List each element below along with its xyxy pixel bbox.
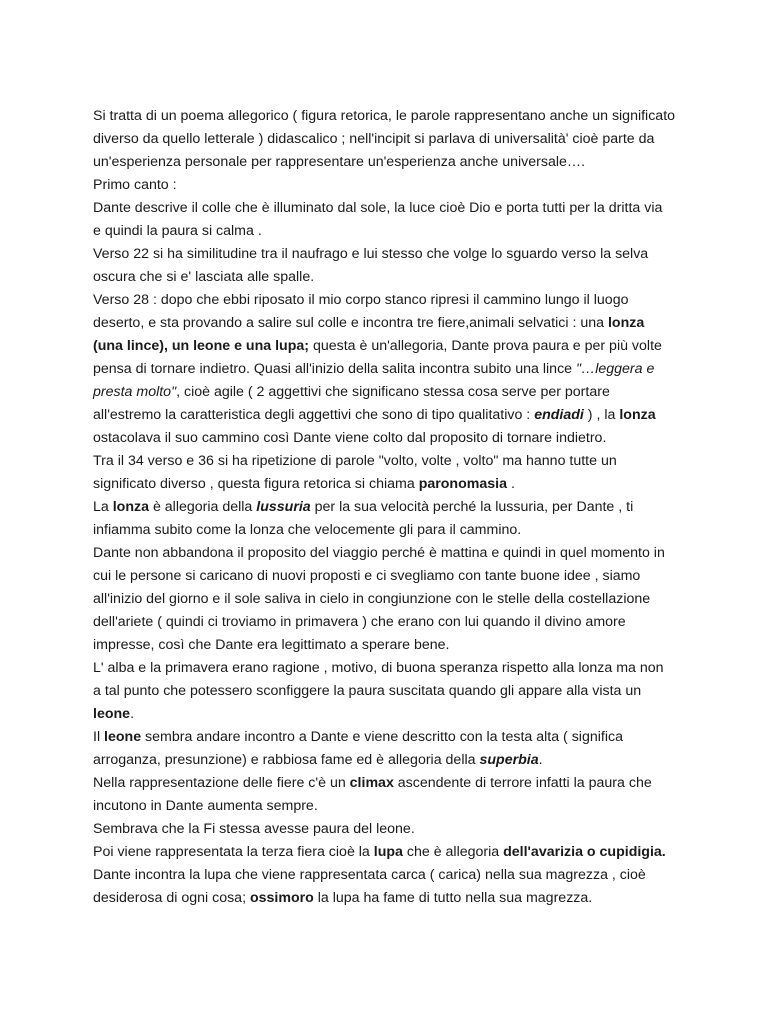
text-line: [93, 611, 683, 634]
text-line: [93, 680, 683, 703]
text-run: diverso da quello letterale ) didascalico ; nell'incipit si parlava di universalità' cioè parte da: [93, 131, 655, 147]
text-run: infiamma subito come la lonza che velocemente gli para il cammino.: [93, 522, 522, 538]
text-line: [93, 864, 683, 887]
text-line: [93, 128, 683, 151]
text-line: [93, 496, 683, 519]
text-line: [93, 703, 683, 726]
text-line: [93, 818, 683, 841]
text-line: [93, 519, 683, 542]
text-line: [93, 726, 683, 749]
document-body: [93, 105, 683, 910]
text-run: Dante non abbandona il proposito del viaggio perché è mattina e quindi in quel momento in: [93, 545, 665, 561]
text-run: all'inizio del giorno e il sole saliva in cielo in congiunzione con le stelle della costellazione: [93, 591, 651, 607]
text-line: [93, 151, 683, 174]
text-line: [93, 450, 683, 473]
text-run: all'estremo la caratteristica degli aggettivi che sono di tipo qualitativo :: [93, 407, 535, 423]
text-run: questa è un'allegoria, Dante prova paura e per più volte: [309, 338, 662, 354]
text-line: [93, 473, 683, 496]
text-run: un'esperienza personale per rappresentare un'esperienza anche universale….: [93, 154, 586, 170]
emphasized-text: (una lince), un leone e una lupa;: [93, 338, 309, 354]
text-line: [93, 335, 683, 358]
text-line: [93, 381, 683, 404]
text-run: pensa di tornare indietro. Quasi all'inizio della salita incontra subito una lince: [93, 361, 576, 377]
text-run: oscura che si e' lasciata alle spalle.: [93, 269, 315, 285]
text-run: incutono in Dante aumenta sempre.: [93, 798, 318, 814]
text-line: [93, 105, 683, 128]
text-run: a tal punto che potessero sconfiggere la paura suscitata quando gli appare alla vista un: [93, 683, 642, 699]
text-run: Si tratta di un poema allegorico ( figura retorica, le parole rappresentano anche un significato: [93, 108, 676, 124]
text-line: [93, 772, 683, 795]
text-line: [93, 887, 683, 910]
emphasized-text: leone: [93, 706, 131, 722]
text-run: desiderosa di ogni cosa;: [93, 890, 250, 906]
text-run: ) , la: [583, 407, 620, 423]
emphasized-text: lupa: [373, 844, 403, 860]
text-line: [93, 565, 683, 588]
text-line: [93, 427, 683, 450]
emphasized-text: lonza: [619, 407, 656, 423]
text-run: Verso 22 si ha similitudine tra il naufrago e lui stesso che volge lo sguardo verso la selva: [93, 246, 649, 262]
emphasized-text: lonza: [112, 499, 149, 515]
text-line: [93, 404, 683, 427]
emphasized-text: superbia: [479, 752, 539, 768]
text-run: Primo canto :: [93, 177, 177, 193]
text-line: [93, 634, 683, 657]
emphasized-text: lussuria: [256, 499, 311, 515]
emphasized-text: climax: [349, 775, 394, 791]
text-run: Dante incontra la lupa che viene rappresentata carca ( carica) nella sua magrezza , cioè: [93, 867, 646, 883]
text-run: la lupa ha fame di tutto nella sua magrezza.: [313, 890, 593, 906]
text-run: sembra andare incontro a Dante e viene descritto con la testa alta ( significa: [141, 729, 623, 745]
text-run: La: [93, 499, 113, 515]
text-run: L' alba e la primavera erano ragione , motivo, di buona speranza rispetto alla lonza ma non: [93, 660, 664, 676]
text-line: [93, 220, 683, 243]
text-run: .: [507, 476, 515, 492]
text-run: impresse, così che Dante era legittimato a sperare bene.: [93, 637, 450, 653]
text-run: .: [538, 752, 543, 768]
text-run: Dante descrive il colle che è illuminato dal sole, la luce cioè Dio e porta tutti per la dritta via: [93, 200, 663, 216]
text-line: [93, 266, 683, 289]
text-run: , cioè agile ( 2 aggettivi che significano stessa cosa serve per portare: [176, 384, 610, 400]
text-run: per la sua velocità perché la lussuria, per Dante , ti: [310, 499, 634, 515]
text-run: Nella rappresentazione delle fiere c'è un: [93, 775, 350, 791]
text-line: [93, 174, 683, 197]
text-line: [93, 312, 683, 335]
text-run: arroganza, presunzione) e rabbiosa fame ed è allegoria della: [93, 752, 480, 768]
text-line: [93, 358, 683, 381]
text-run: ostacolava il suo cammino così Dante viene colto dal proposito di tornare indietro.: [93, 430, 607, 446]
emphasized-text: ossimoro: [249, 890, 314, 906]
text-run: e quindi la paura si calma .: [93, 223, 262, 239]
text-line: [93, 243, 683, 266]
emphasized-text: presta molto": [93, 384, 177, 400]
text-run: dell'ariete ( quindi ci troviamo in primavera ) che erano con lui quando il divino amore: [93, 614, 626, 630]
text-run: Il: [93, 729, 105, 745]
emphasized-text: leone: [104, 729, 142, 745]
text-run: significato diverso , questa figura retorica si chiama: [93, 476, 419, 492]
emphasized-text: paronomasia: [418, 476, 507, 492]
emphasized-text: dell'avarizia o cupidigia.: [503, 844, 666, 860]
text-line: [93, 197, 683, 220]
text-line: [93, 289, 683, 312]
text-run: Verso 28 : dopo che ebbi riposato il mio corpo stanco ripresi il cammino lungo il luogo: [93, 292, 629, 308]
text-run: Tra il 34 verso e 36 si ha ripetizione di parole "volto, volte , volto" ma hanno tutte un: [93, 453, 617, 469]
text-run: cui le persone si caricano di nuovi proposti e ci svegliamo con tante buone idee , siamo: [93, 568, 641, 584]
text-run: deserto, e sta provando a salire sul colle e incontra tre fiere,animali selvatici : una: [93, 315, 608, 331]
text-line: [93, 795, 683, 818]
text-run: è allegoria della: [149, 499, 257, 515]
emphasized-text: lonza: [607, 315, 645, 331]
text-line: [93, 588, 683, 611]
text-run: .: [130, 706, 135, 722]
text-line: [93, 841, 683, 864]
text-line: [93, 749, 683, 772]
emphasized-text: endiadi: [534, 407, 584, 423]
text-run: ascendente di terrore infatti la paura che: [393, 775, 652, 791]
text-line: [93, 542, 683, 565]
text-run: Poi viene rappresentata la terza fiera cioè la: [93, 844, 374, 860]
text-run: che è allegoria: [402, 844, 504, 860]
text-run: Sembrava che la Fi stessa avesse paura del leone.: [93, 821, 415, 837]
text-line: [93, 657, 683, 680]
emphasized-text: "…leggera e: [576, 361, 655, 377]
